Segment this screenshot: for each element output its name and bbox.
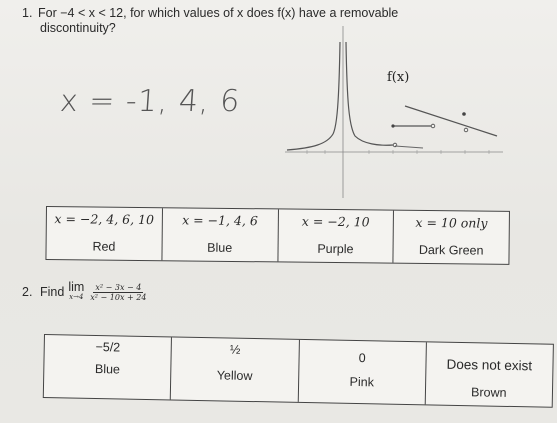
- function-graph: [283, 22, 505, 200]
- question-number: 2.: [22, 285, 33, 299]
- q1-answer-choices: [45, 206, 510, 265]
- question-2: [22, 282, 148, 302]
- answer-choice[interactable]: −5/2 Blue: [44, 335, 172, 399]
- answer-choice[interactable]: x = −2, 4, 6, 10 Red: [46, 207, 162, 260]
- open-point: [431, 124, 435, 128]
- question-text: Find: [40, 285, 65, 299]
- question-text: For −4 < x < 12, for which values of x does f(x) have a removable: [38, 6, 399, 20]
- answer-choice[interactable]: x = −2, 10 Purple: [278, 209, 394, 262]
- answer-choice[interactable]: ½ Yellow: [171, 337, 299, 401]
- answer-choice[interactable]: x = −1, 4, 6 Blue: [162, 208, 278, 261]
- curve-left-branch: [287, 42, 340, 150]
- graph-label: f(x): [387, 70, 410, 85]
- question-text-cont: discontinuity?: [40, 21, 116, 35]
- closed-point: [391, 124, 394, 127]
- answer-choice[interactable]: x = 10 only Dark Green: [415, 214, 488, 258]
- handwritten-answer: x = -1, 4, 6: [58, 84, 242, 119]
- curve-right-branch: [346, 42, 393, 145]
- answer-choice[interactable]: 0 Pink: [298, 340, 426, 404]
- answer-choice[interactable]: Does not exist Brown: [446, 356, 533, 400]
- closed-point: [462, 112, 466, 116]
- open-point: [464, 128, 468, 132]
- q2-answer-choices: [43, 334, 554, 408]
- limit-operator: lim x→4: [68, 280, 85, 301]
- segment-sloped: [405, 106, 497, 136]
- limit-expression: $\frac{\text{x² − 3x − 4}}{\text{x² − 10x + 24}}$: [90, 282, 147, 302]
- question-number: 1.: [22, 6, 33, 20]
